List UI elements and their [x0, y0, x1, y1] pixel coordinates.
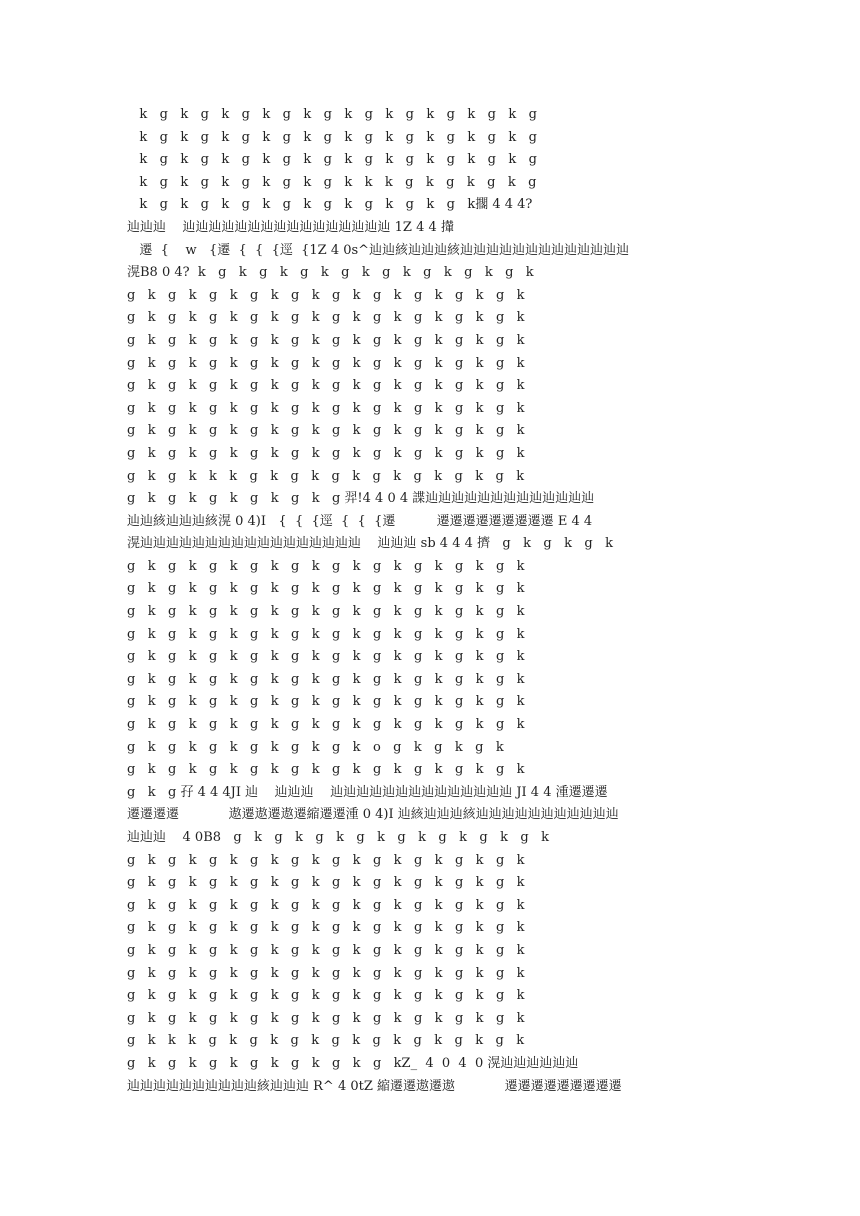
text-line: g k g k g k g k g k g k g k g k g k g k — [127, 581, 525, 597]
text-line: 遷 { w {遷 { { {逕 {1Z 4 0s^辿辿絯辿辿辿絯辿辿辿辿辿辿辿辿辿辿辿辿辿 — [127, 242, 630, 258]
text-line: g k g k g k g k g k g k g k g k g k g k — [127, 875, 525, 891]
text-line: g k g k g k g k g k g k g k g k g k g k — [127, 355, 525, 371]
text-line: g k g k g k g k g k g k g k g k g k g k — [127, 649, 525, 665]
text-line: k g k g k g k g k g k k k g k g k g k g — [127, 174, 537, 190]
text-line: g k g k g k g k g k g k g k g k g k g k — [127, 717, 525, 733]
text-line: g k g k k k g k g k g k g k g k g k g k — [127, 468, 525, 484]
body-text — [127, 104, 737, 1098]
text-line: g k g k g k g k g k g k g k g k g k g k — [127, 378, 525, 394]
text-line: g k g k g k g k g k g k g k g k g k g k — [127, 671, 525, 687]
text-line: k g k g k g k g k g k g k g k g k g k g — [127, 129, 537, 145]
text-line: k g k g k g k g k g k g k g k g k擱 4 4 4? — [127, 197, 533, 213]
text-line: g k g k g k g k g k g k g k g k g k g k — [127, 400, 525, 416]
text-line: g k g k g k g k g k g k g k g k g k g k — [127, 942, 525, 958]
text-line: 滉辿辿辿辿辿辿辿辿辿辿辿辿辿辿辿辿辿 辿辿辿 sb 4 4 4 擠 g k g k g k — [127, 536, 613, 552]
text-line: g k g k g k g k g k g k g k g k g k g k — [127, 1010, 525, 1026]
text-line: g k g k g k g k g k g k g k g k g k g k — [127, 965, 525, 981]
text-line: 遷遷遷遷 遨遷遨遷遨遷縮遷遷湩 0 4)I 辿絯辿辿辿絯辿辿辿辿辿辿辿辿辿辿辿 — [127, 807, 619, 823]
text-line: g k g k g k g k g k g k g k g k g k g k — [127, 558, 525, 574]
text-line: 滉B8 0 4? k g k g k g k g k g k g k g k g k — [127, 265, 534, 281]
text-line: g k g k g k g k g k g k g k g k g k g k — [127, 988, 525, 1004]
text-line: g k g k g k g k g k g k g k g k g k g k — [127, 445, 525, 461]
text-line: g k g k g k g k g k g k g k g k g k g k — [127, 920, 525, 936]
text-line: g k g k g k g k g k g k o g k g k g k — [127, 739, 504, 755]
text-line: g k g k g k g k g k g k g k g k g k g k — [127, 897, 525, 913]
text-line: g k g k g k g k g k g k g k g k g k g k — [127, 852, 525, 868]
text-line: k g k g k g k g k g k g k g k g k g k g — [127, 107, 537, 122]
text-line: 辿辿辿 4 0B8 g k g k g k g k g k g k g k g k — [127, 830, 549, 845]
text-line: g k g k g k g k g k g k g kZ_ 4 0 4 0 滉辿辿辿辿辿辿 — [127, 1055, 579, 1071]
text-line: g k g 孖 4 4 4JI 辿 辿辿辿 辿辿辿辿辿辿辿辿辿辿辿辿辿辿 JI 4 4 湩遷遷遷 — [127, 784, 608, 800]
text-line: g k g k g k g k g k g k g k g k g k g k — [127, 310, 525, 326]
text-line: g k g k g k g k g k g k g k g k g k g k — [127, 332, 525, 348]
text-line: g k g k g k g k g k g k g k g k g k g k — [127, 694, 525, 710]
text-line: g k g k g k g k g k g 羿!4 4 0 4 諜辿辿辿辿辿辿辿辿辿辿辿辿辿 — [127, 491, 595, 507]
text-line: g k g k g k g k g k g k g k g k g k g k — [127, 604, 525, 620]
text-line: 辿辿辿 辿辿辿辿辿辿辿辿辿辿辿辿辿辿辿辿 1Z 4 4 攆 — [127, 219, 454, 235]
text-line: g k k k g k g k g k g k g k g k g k g k — [127, 1033, 525, 1049]
text-line: 辿辿絯辿辿辿絯滉 0 4)I { { {逕 { { {遷 遷遷遷遷遷遷遷遷遷 E 4 4 — [127, 513, 593, 529]
text-line: k g k g k g k g k g k g k g k g k g k g — [127, 152, 537, 168]
text-line: g k g k g k g k g k g k g k g k g k g k — [127, 762, 525, 778]
text-line: 辿辿辿辿辿辿辿辿辿辿絯辿辿辿 R^ 4 0tZ 縮遷遷遨遷遨 遷遷遷遷遷遷遷遷遷 — [127, 1078, 622, 1094]
text-line: g k g k g k g k g k g k g k g k g k g k — [127, 287, 525, 303]
text-line: g k g k g k g k g k g k g k g k g k g k — [127, 423, 525, 439]
text-line: g k g k g k g k g k g k g k g k g k g k — [127, 626, 525, 642]
